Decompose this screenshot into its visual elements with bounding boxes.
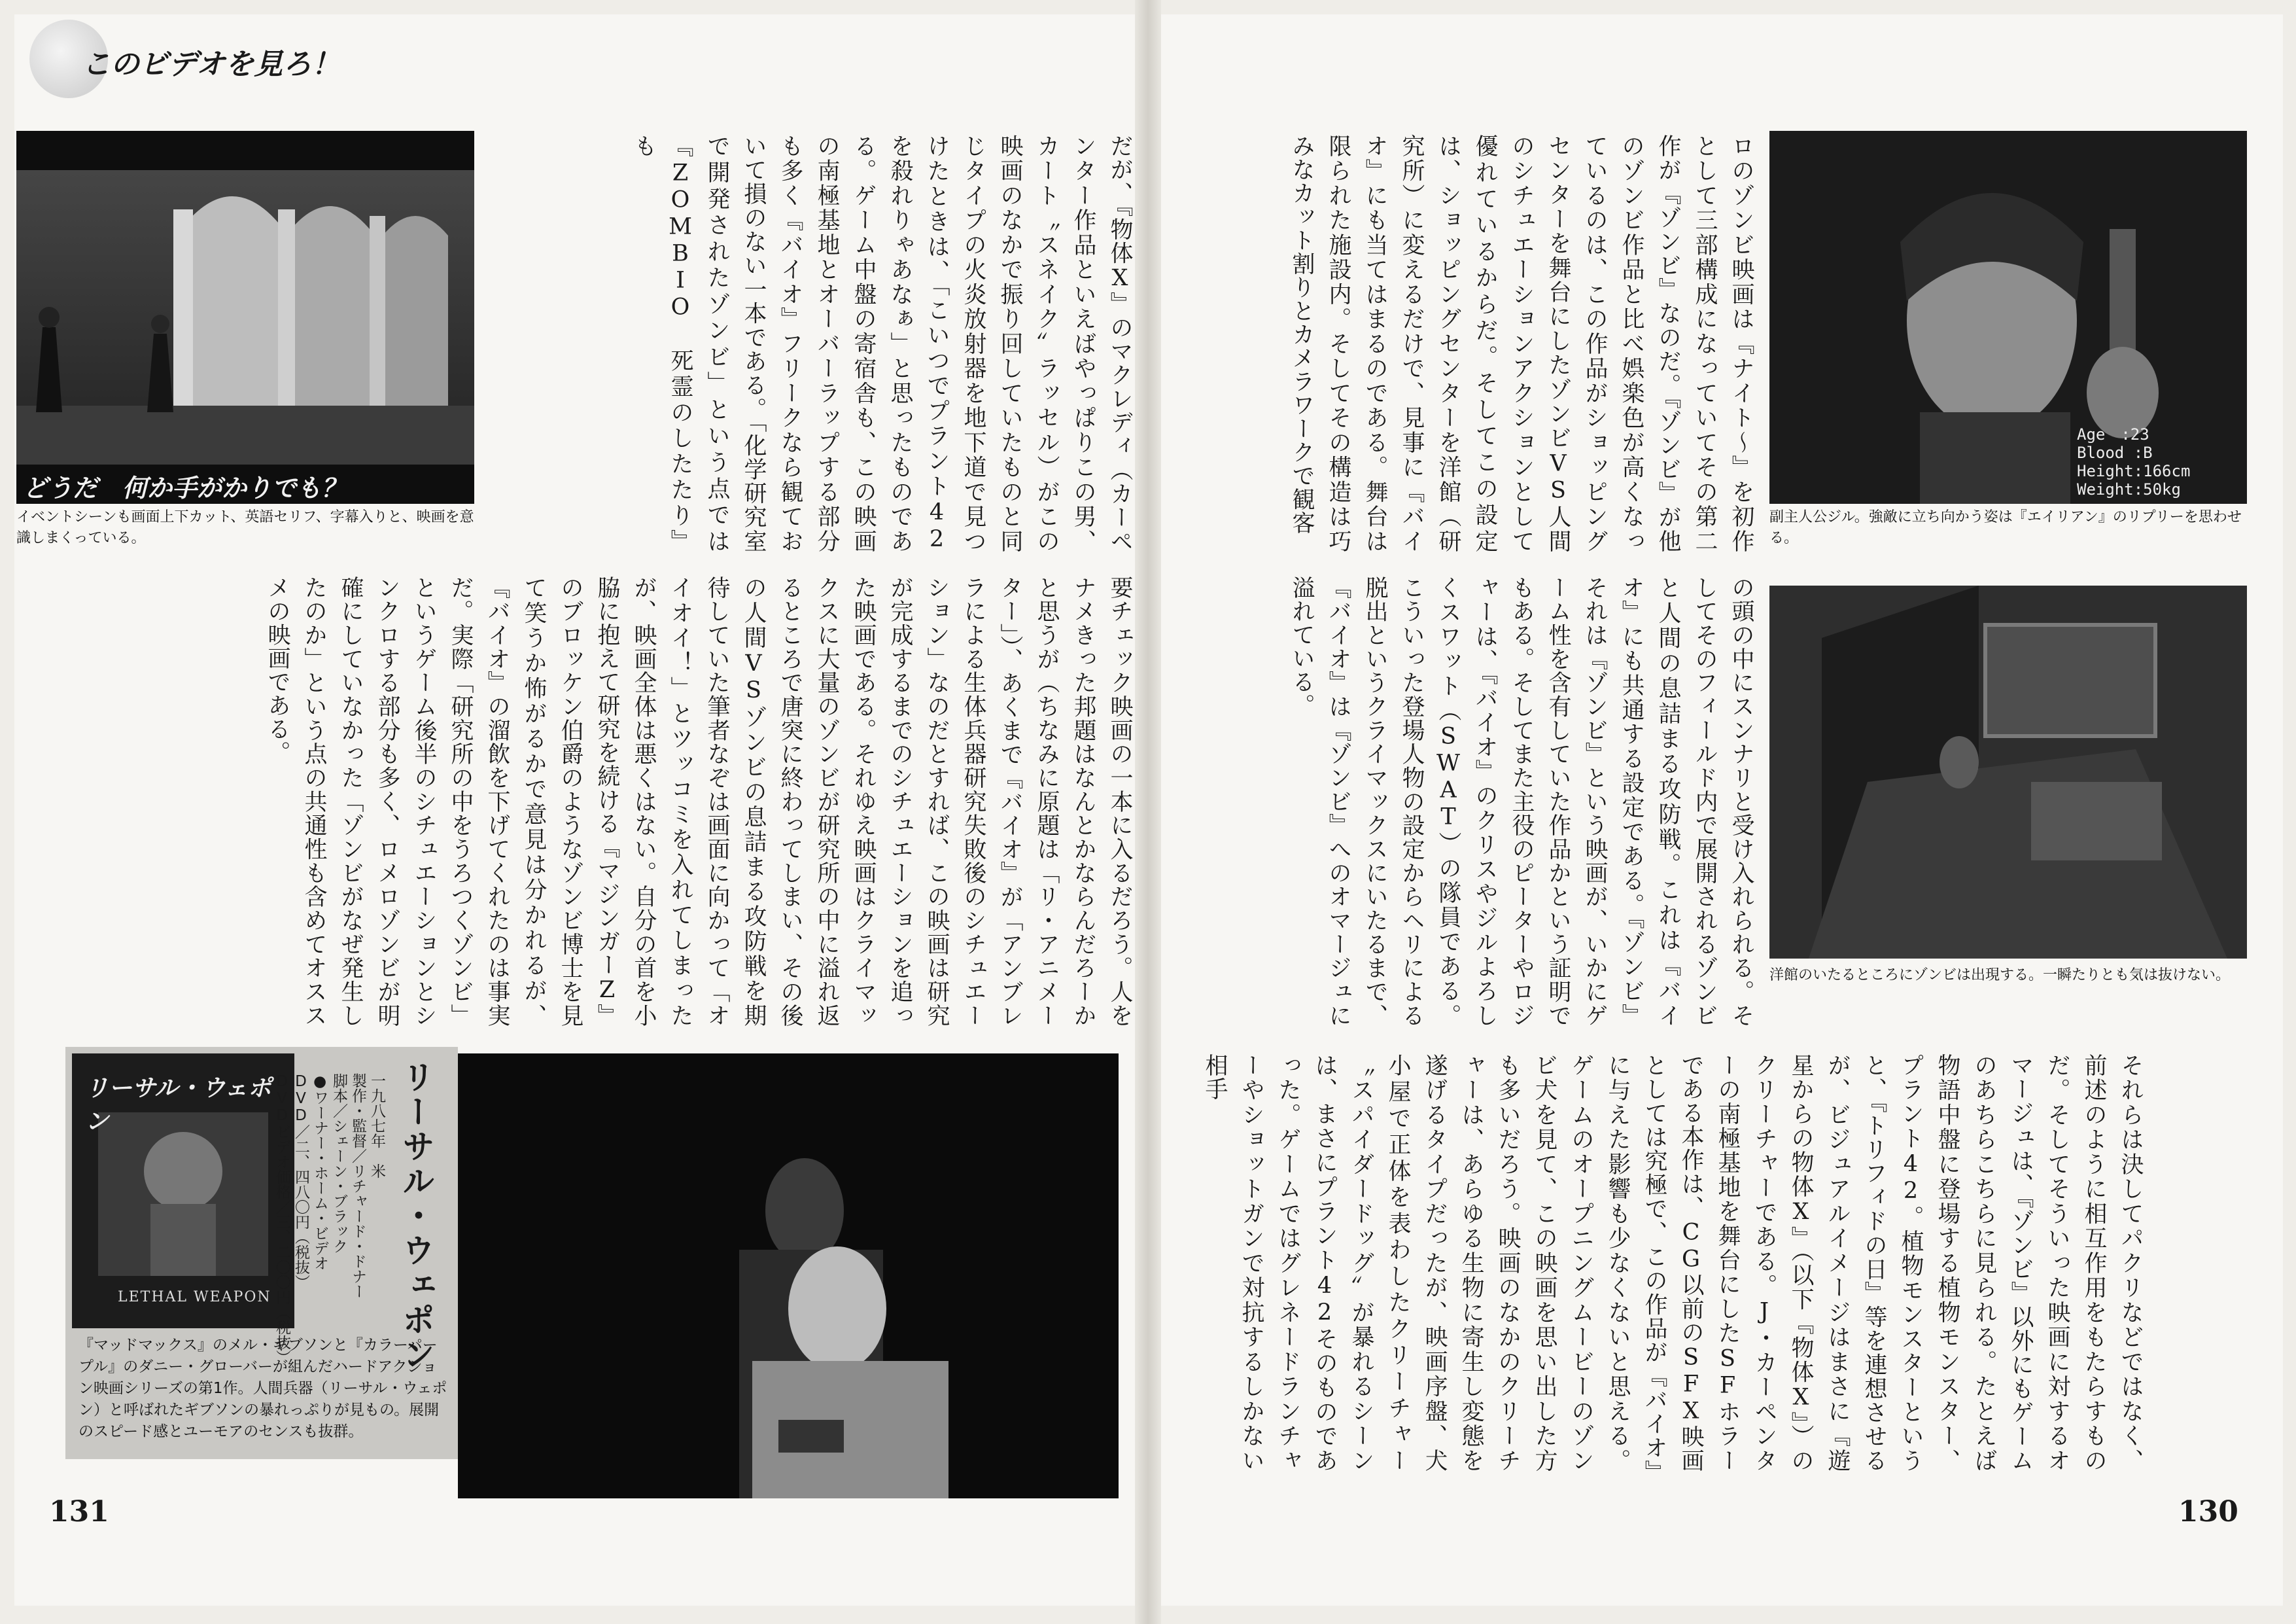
left-photo-caption: イベントシーンも画面上下カット、英語セリフ、字幕入りと、映画を意識しまくっている。 bbox=[16, 509, 474, 546]
movie-caption: 『マッドマックス』のメル・ギブソンと『カラーパープル』のダニー・グローバーが組んだハードアクション映画シリーズの第1作。人間兵器（リーサル・ウェポン）と呼ばれたギブソンの暴れっぷりが見もの。展開のスピード感とユーモアのセンスも抜群。 bbox=[78, 1337, 447, 1440]
stat-age: Age :23 bbox=[2077, 425, 2149, 444]
page-number-left: 131 bbox=[49, 1495, 109, 1528]
page-gutter bbox=[1135, 0, 1161, 1624]
movie-info-box bbox=[65, 1047, 458, 1459]
left-text-top bbox=[484, 134, 1138, 553]
right-body-1: ロのゾンビ映画は『ナイト～』を初作として三部構成になっていてその第二作が『ゾンビ』なのだ。『ゾンビ』が他のゾンビ作品と比べ娯楽色が高くなっているのは、この作品がショッピングセンターを舞台にしたゾンビVS人間のシチュエーションアクションとして優れているからだ。そしてこの設定は、ショッピングセンターを洋館（研究所）に変えるだけで、見事に『バイオ』にも当てはまるのである。舞台は限られた施設内。そしてその構造は巧みなカット割りとカメラワークで観客 bbox=[1289, 134, 1754, 553]
movie-still-illustration bbox=[458, 1053, 1119, 1498]
right-text-bottom bbox=[1202, 1053, 2149, 1472]
mansion-caption: 洋館のいたるところにゾンビは出現する。一瞬たりとも気は抜けない。 bbox=[1769, 967, 2231, 983]
dvd-jacket-image bbox=[72, 1053, 294, 1328]
left-body-2: 要チェック映画の一本に入るだろう。人をナメきった邦題はなんとかならんだろーかと思うが（ちなみに原題は「リ・アニメーター」）、あくまで『バイオ』が「アンブレラによる生体兵器研究失敗後のシチュエーション」なのだとすれば、この映画は研究が完成するまでのシチュエーションを追った映画である。それゆえ映画はクライマックスに大量のゾンビが研究所の中に溢れ返るところで唐突に終わってしまい、その後の人間VSゾンビの息詰まる攻防戦を期待していた筆者なぞは画面に向かって「オイオイ！」とツッコミを入れてしまったが、映画全体は悪くはない。自分の首を小脇に抱えて研究を続ける『マジンガーZ』のブロッケン伯爵のようなゾンビ博士を見て笑うか怖がるかで意見は分かれるが、『バイオ』の溜飲を下げてくれたのは事実だ。実際「研究所の中をうろつくゾンビ」というゲーム後半のシチュエーションとシンクロする部分も多く、ロメロゾンビが明確にしていなかった「ゾンビがなぜ発生したのか」という点の共通性も含めてオススメの映画である。 bbox=[264, 576, 1133, 1028]
right-body-3: それらは決してパクリなどではなく、前述のように相互作用をもたらすものだ。そしてそういった映画に対するオマージュは、『ゾンビ』以外にもゲームのあちらこちらに見られる。たとえば物語中盤に登場する植物モンスター、プラント42。植物モンスターというと、『トリフィドの日』等を連想させるが、ビジュアルイメージはまさに『遊星からの物体X』（以下『物体X』）のクリーチャーである。J・カーペンターの南極基地を舞台にしたSFホラーである本作は、CG以前のSFX映画としては究極で、この作品が『バイオ』に与えた影響も少なくないと思える。ゲームのオープニングムービーのゾンビ犬を見て、この映画を思い出した方も多いだろう。映画のなかのクリーチャーは、あらゆる生物に寄生し変態を遂げるタイプだったが、映画序盤、犬小屋で正体を表わしたクリーチャー〝スパイダードッグ〟が暴れるシーンは、まさにプラント42そのものであった。ゲームではグレネードランチャーやショットガンで対抗するしかない相手 bbox=[1202, 1053, 2144, 1472]
right-body-2: の頭の中にスンナリと受け入れられる。そしてそのフィールド内で展開されるゾンビと人間の息詰まる攻防戦。これは『バイオ』にも共通する設定である。『ゾンビ』それは『ゾンビ』という映画が、いかにゲーム性を含有していた作品かという証明でもある。そしてまた主役のピーターやロジャーは、『バイオ』のクリスやジルよろしくスワット（SWAT）の隊員である。こういった登場人物の設定からヘリによる脱出というクライマックスにいたるまで、『バイオ』は『ゾンビ』へのオマージュに溢れている。 bbox=[1289, 576, 1754, 1027]
credit-director: 製作・監督／リチャード・ドナー bbox=[349, 1073, 366, 1299]
character-stats bbox=[2077, 425, 2190, 499]
credit-dvd-price: DVD／二、四八〇円（税抜） bbox=[292, 1073, 309, 1290]
mansion-illustration bbox=[1769, 586, 2247, 959]
left-body-1: だが、『物体X』のマクレディ（カーペンター作品といえばやっぱりこの男、カート〝スネイク〟ラッセル）がこの映画のなかで振り回していたものと同じタイプの火炎放射器を地下道で見つけたときは、「こいつでプラント42を殺れりゃあなぁ」と思ったものである。ゲーム中盤の寄宿舎も、この映画の南極基地とオーバーラップする部分も多く『バイオ』フリークなら観ておいて損のない一本である。「化学研究室で開発されたゾンビ」という点では『ZOMBIO 死霊のしたたり』も bbox=[631, 134, 1133, 553]
credit-year: 一九八七年 米 bbox=[368, 1073, 385, 1178]
jacket-english-title: LETHAL WEAPON bbox=[118, 1289, 271, 1305]
hall-scene-illustration bbox=[16, 131, 474, 504]
credit-writer: 脚本／シェーン・ブラック bbox=[330, 1073, 347, 1254]
stat-weight: Weight:50kg bbox=[2077, 480, 2181, 499]
mansion-screenshot bbox=[1769, 586, 2247, 959]
screen-subtitle: どうだ 何か手がかりでも？ bbox=[23, 474, 347, 503]
jill-screenshot bbox=[1769, 131, 2247, 504]
section-badge bbox=[29, 20, 370, 98]
movie-title: リーサル・ウェポン bbox=[397, 1060, 435, 1372]
stat-blood: Blood :B bbox=[2077, 444, 2153, 462]
stat-height: Height:166cm bbox=[2077, 462, 2191, 480]
movie-still-photo bbox=[458, 1053, 1119, 1498]
jacket-title: リーサル・ウェポン bbox=[85, 1075, 271, 1135]
section-title: このビデオを見ろ！ bbox=[82, 48, 341, 81]
game-screenshot-hall bbox=[16, 131, 474, 504]
credit-distributor: ●ワーナー・ホーム・ビデオ bbox=[311, 1073, 328, 1271]
right-text-middle bbox=[1279, 576, 1760, 1027]
right-text-top bbox=[1279, 134, 1760, 553]
page-number-right: 130 bbox=[2178, 1495, 2238, 1528]
credit-video-price: DVDビデオ価格／三、二〇〇円（税抜） bbox=[273, 1073, 290, 1365]
jill-caption: 副主人公ジル。強敵に立ち向かう姿は『エイリアン』のリプリーを思わせる。 bbox=[1769, 509, 2242, 546]
left-text-middle bbox=[16, 576, 1138, 1027]
